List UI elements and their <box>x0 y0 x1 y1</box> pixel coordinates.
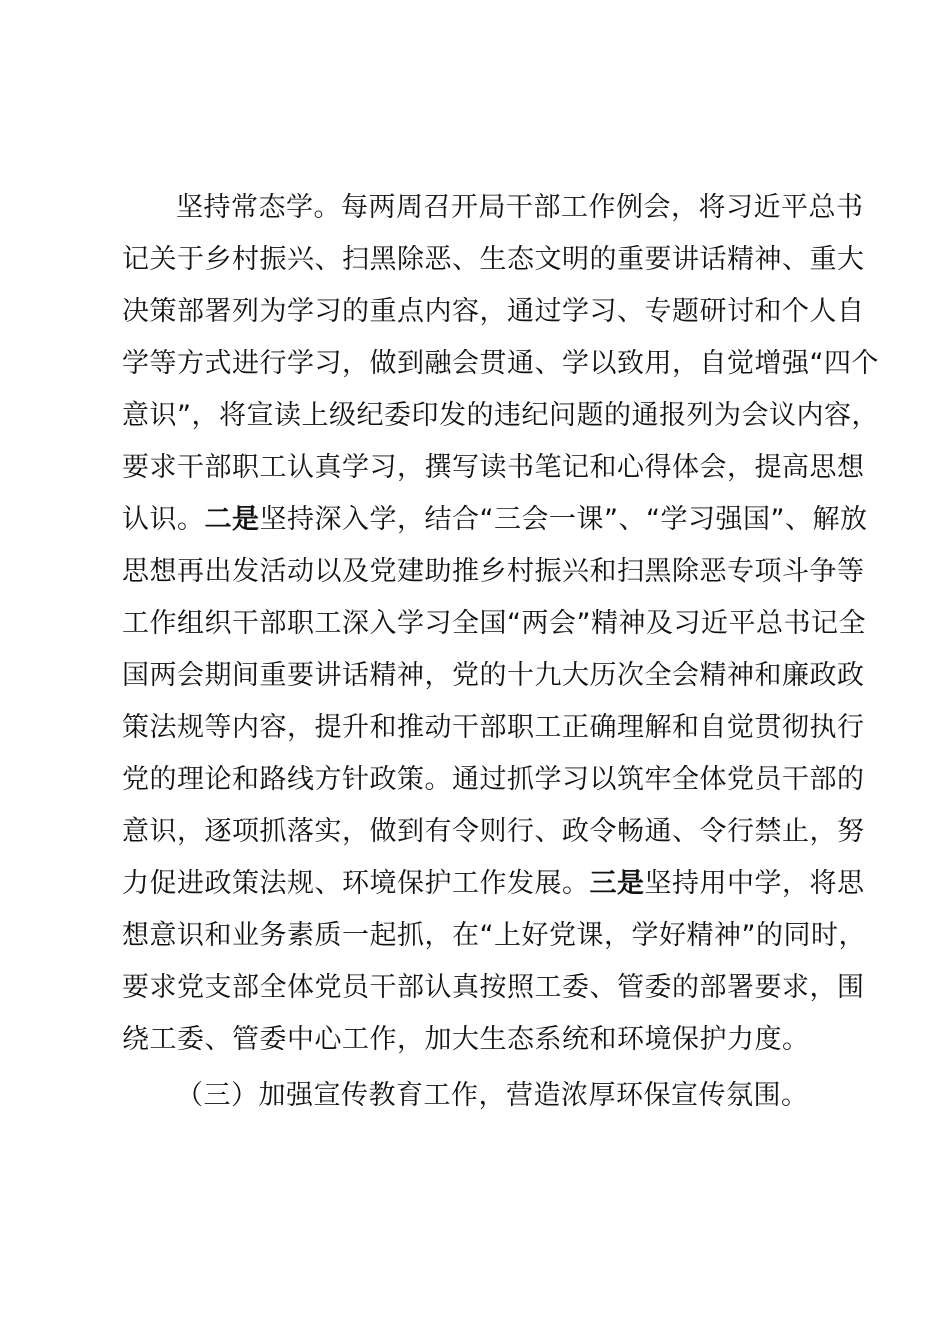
text-line: 策法规等内容，提升和推动干部职工正确理解和自觉贯彻执行 <box>122 712 865 743</box>
text-line: 党的理论和路线方针政策。通过抓学习以筑牢全体党员干部的 <box>122 764 865 795</box>
text-line: 学等方式进行学习，做到融会贯通、学以致用，自觉增强“四个 <box>122 348 879 379</box>
text-line: 认识。二是坚持深入学，结合“三会一课”、“学习强国”、解放 <box>122 504 868 535</box>
text-line: 要求党支部全体党员干部认真按照工委、管委的部署要求，围 <box>122 972 865 1003</box>
text-line: 要求干部职工认真学习，撰写读书笔记和心得体会，提高思想 <box>122 452 865 483</box>
point-marker-two: 二是 <box>204 504 260 535</box>
text-line: 工作组织干部职工深入学习全国“两会”精神及习近平总书记全 <box>122 608 866 639</box>
text-line: 意识”，将宣读上级纪委印发的违纪问题的通报列为会议内容， <box>122 400 879 431</box>
text-line: 力促进政策法规、环境保护工作发展。三是坚持用中学，将思 <box>122 868 865 899</box>
text-line: 绕工委、管委中心工作，加大生态系统和环境保护力度。 <box>122 1024 810 1055</box>
text-line: 意识，逐项抓落实，做到有令则行、政令畅通、令行禁止，努 <box>122 816 865 847</box>
text-line: 想意识和业务素质一起抓，在“上好党课，学好精神”的同时， <box>122 920 866 951</box>
text-line: 记关于乡村振兴、扫黑除恶、生态文明的重要讲话精神、重大 <box>122 244 865 275</box>
text-line: 国两会期间重要讲话精神，党的十九大历次全会精神和廉政政 <box>122 660 865 691</box>
body-text <box>122 182 879 1122</box>
text-line: 决策部署列为学习的重点内容，通过学习、专题研讨和个人自 <box>122 296 865 327</box>
text-line: 思想再出发活动以及党建助推乡村振兴和扫黑除恶专项斗争等 <box>122 556 865 587</box>
section-heading: （三）加强宣传教育工作，营造浓厚环保宣传氛围。 <box>176 1080 809 1111</box>
text-line: 坚持常态学。每两周召开局干部工作例会，将习近平总书 <box>176 192 864 223</box>
point-marker-three: 三是 <box>589 868 645 899</box>
